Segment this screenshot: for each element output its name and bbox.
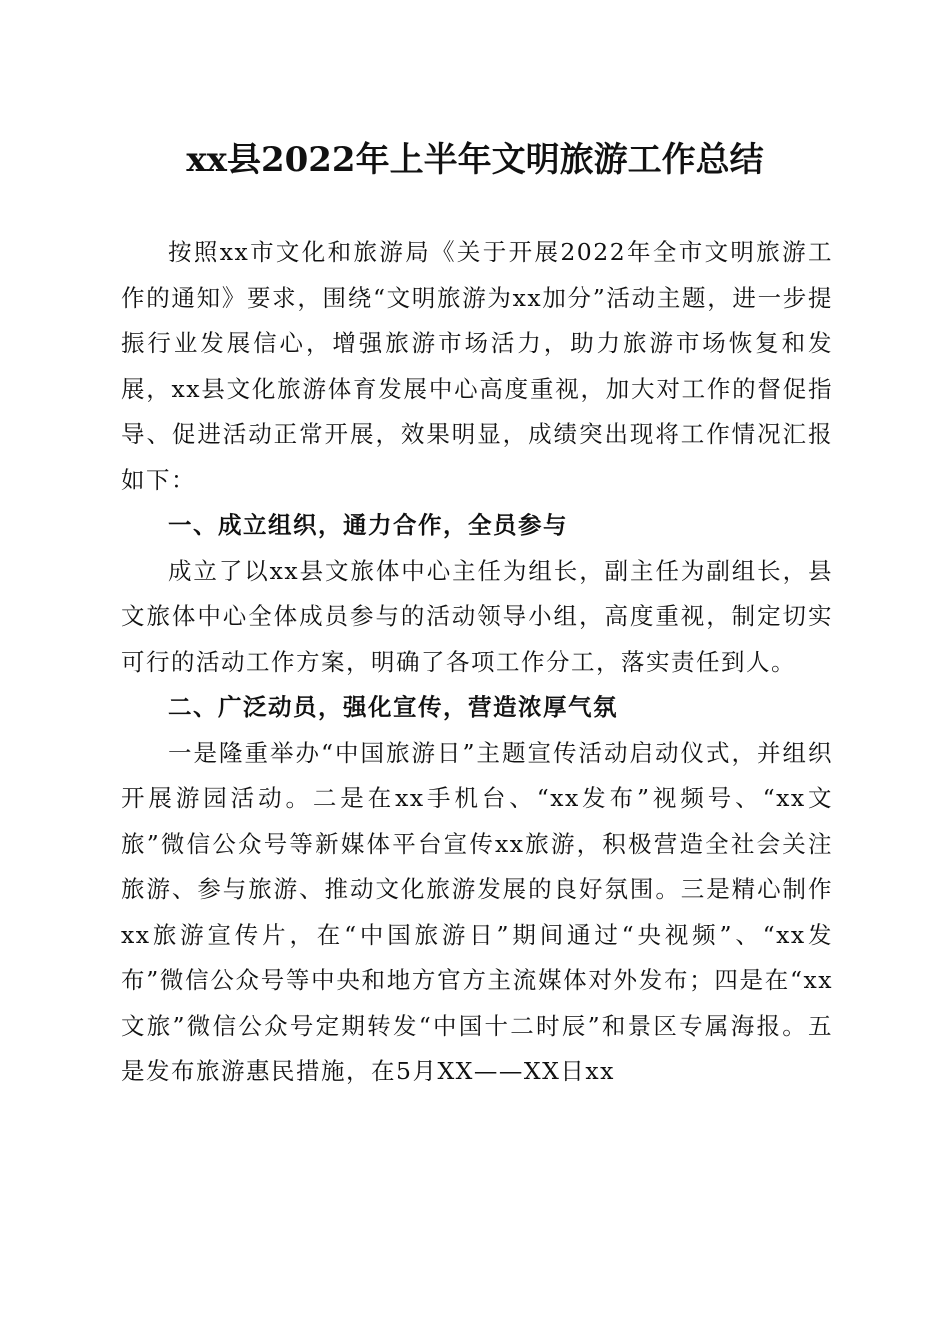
document-title: xx县2022年上半年文明旅游工作总结 — [186, 140, 764, 180]
section-1-heading: 一、成立组织，通力合作，全员参与 — [168, 511, 568, 539]
intro-paragraph: 按照xx市文化和旅游局《关于开展2022年全市文明旅游工作的通知》要求，围绕“文明旅游为xx加分”活动主题，进一步提振行业发展信心，增强旅游市场活力，助力旅游市场恢复和发展，xx县文化旅游体育发展中心高度重视，加大对工作的督促指导、促进活动正常开展，效果明显，成绩突出现将工作情况汇报如下： — [121, 238, 833, 494]
section-2-paragraph: 一是隆重举办“中国旅游日”主题宣传活动启动仪式，并组织开展游园活动。二是在xx手机台、“xx发布”视频号、“xx文旅”微信公众号等新媒体平台宣传xx旅游，积极营造全社会关注旅游、参与旅游、推动文化旅游发展的良好氛围。三是精心制作xx旅游宣传片，在“中国旅游日”期间通过“央视频”、“xx发布”微信公众号等中央和地方官方主流媒体对外发布；四是在“xx文旅”微信公众号定期转发“中国十二时辰”和景区专属海报。五是发布旅游惠民措施，在5月XX——XX日xx — [121, 738, 833, 1085]
section-2-heading: 二、广泛动员，强化宣传，营造浓厚气氛 — [168, 693, 618, 721]
document-body — [121, 230, 833, 1095]
section-1-paragraph: 成立了以xx县文旅体中心主任为组长，副主任为副组长，县文旅体中心全体成员参与的活动领导小组，高度重视，制定切实可行的活动工作方案，明确了各项工作分工，落实责任到人。 — [121, 556, 833, 676]
